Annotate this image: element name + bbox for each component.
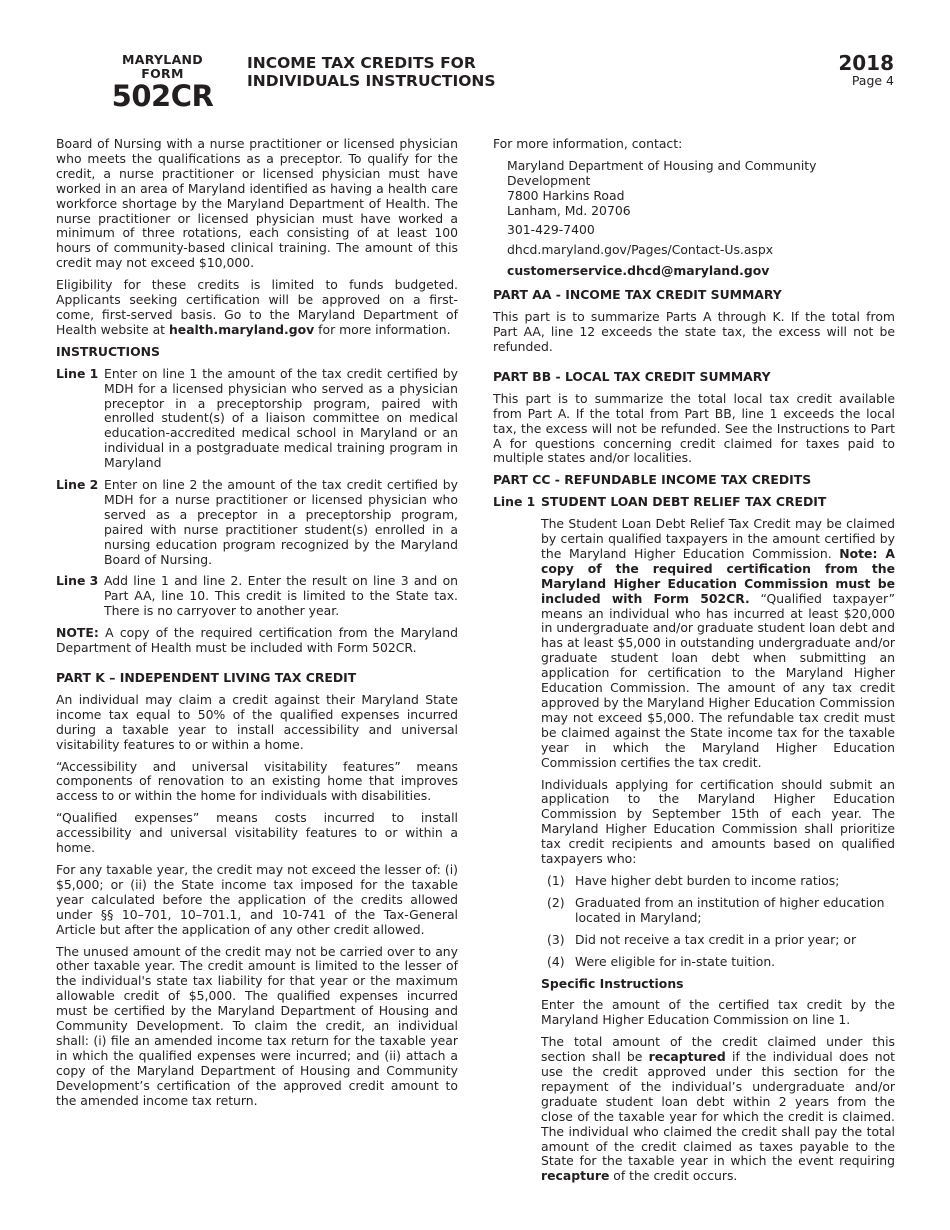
part-k-paragraph: “Accessibility and universal visitability features” means components of renovation to an existing home that improves access to or within the home for individuals with disabilities. (56, 758, 458, 804)
part-k-paragraph: The unused amount of the credit may not be carried over to any other taxable year. The credit amount is limited to the lesser of the individual's state tax liability for that year or the maximum allowable credit of $5,000. The qualified expenses incurred must be certified by the Maryland Department of Housing and Community Development. To claim the credit, an individual shall: (i) file an amended income tax return for the taxable year in which the qualified expenses were incurred; and (ii) attach a copy of the Maryland Department of Housing and Community Development’s certification of the approved credit amount to the amended income tax return. (56, 943, 458, 1108)
left-column (56, 137, 458, 1115)
student-loan-paragraph: The Student Loan Debt Relief Tax Credit may be claimed by certain qualified taxpayers in the amount certified by the Maryland Higher Education Commission. Note: A copy of the required certification from the Maryland Higher Education Commission must be included with Form 502CR. “Qualified taxpayer” means an individual who has incurred at least $20,000 in undergraduate and/or graduate student loan debt and has at least $5,000 in outstanding undergraduate and/or graduate student loan debt when submitting an application for certification to the Maryland Higher Education Commission. The amount of any tax credit approved by the Maryland Higher Education Commission may not exceed $5,000. The refundable tax credit must be claimed against the State income tax for the taxable year in which the Maryland Higher Education Commission certifies the tax credit. (541, 516, 896, 770)
certification-note: Note: A copy of the required certification from the Maryland Higher Education Commission must be included with Form 502CR. (541, 545, 895, 606)
contact-phone: 301-429-7400 (507, 221, 595, 237)
contact-intro: For more information, contact: (493, 136, 683, 151)
recapture-paragraph: The total amount of the credit claimed under this section shall be recaptured if the individual does not use the credit approved under this section for the repayment of the individual’s undergraduate and/or graduate student loan debt within 2 years from the close of the taxable year for which the credit is claimed. The individual who claimed the credit shall pay the total amount of the credit claimed as taxes payable to the State for the taxable year in which the event requiring recapture of the credit occurs. (541, 1034, 896, 1184)
part-k-heading: PART K – INDEPENDENT LIVING TAX CREDIT (56, 670, 357, 685)
line-text: Enter on line 1 the amount of the tax credit certified by MDH for a licensed physician who served as a physician preceptor in a preceptorship program, paired with enrolled student(s) of a liaison committee on medical education-accredited medical school in Maryland or an individual in a postgraduate medical training program in Maryland (104, 365, 458, 471)
contact-organization: Maryland Department of Housing and Community Development 7800 Harkins Road Lanham, Md. 20706 (507, 157, 817, 218)
eligibility-paragraph: Eligibility for these credits is limited to funds budgeted. Applicants seeking certification will be approved on a first-come, first-served basis. Go to the Maryland Department of Health website at health.maryland.gov for more information. (56, 277, 458, 337)
form-identifier (100, 53, 225, 111)
specific-instructions-paragraph: Enter the amount of the certified tax credit by the Maryland Higher Education Commission on line 1. (541, 997, 895, 1028)
line-label: Line 2 (56, 477, 99, 493)
line-text: Enter on line 2 the amount of the tax credit certified by MDH for a nurse practitioner or licensed physician who served as a preceptor in a preceptorship program, paired with nurse practitioner student(s) enrolled in a nursing education program recognized by the Maryland Board of Nursing. (104, 477, 458, 567)
part-k-paragraph: For any taxable year, the credit may not exceed the lesser of: (i) $5,000; or (ii) the State income tax imposed for the taxable year calculated before the application of the credits allowed under §§ 10–701, 10–701.1, and 10-741 of the Tax-General Article but after the application of any other credit allowed. (56, 861, 458, 937)
part-k-paragraph: “Qualified expenses” means costs incurred to install accessibility and universal visitability features to or within a home. (56, 810, 458, 856)
part-bb-text: This part is to summarize the total local tax credit available from Part A. If the total from Part BB, line 1 exceeds the local tax, the excess will not be refunded. See the Instructions to Part A for questions concerning credit claimed for taxes paid to multiple states and/or localities. (493, 390, 895, 466)
criteria-item: (2) Graduated from an institution of higher education located in Maryland; (547, 894, 885, 925)
specific-instructions-heading: Specific Instructions (541, 975, 684, 991)
page-number: Page 4 (851, 73, 894, 88)
instruction-line-2 (56, 478, 458, 567)
note-label: NOTE: (56, 625, 99, 641)
part-aa-heading: PART AA - INCOME TAX CREDIT SUMMARY (493, 287, 782, 303)
criteria-item: (3) Did not receive a tax credit in a prior year; or (547, 931, 857, 947)
part-cc-line-1 (493, 495, 895, 510)
line-label: Line 3 (56, 573, 99, 589)
part-k-paragraph: An individual may claim a credit against their Maryland State income tax equal to 50% of the qualified expenses incurred during a taxable year to install accessibility and universal visitability features to or within a home. (56, 691, 458, 752)
page-title (247, 54, 496, 90)
form-number: 502CR (111, 79, 214, 113)
note-paragraph: NOTE: A copy of the required certification from the Maryland Department of Health must be included with Form 502CR. (56, 625, 458, 656)
part-bb-heading: PART BB - LOCAL TAX CREDIT SUMMARY (493, 368, 771, 384)
right-column (493, 137, 895, 1191)
part-aa-text: This part is to summarize Parts A through K. If the total from Part AA, line 12 exceeds the state tax, the excess will not be refunded. (493, 309, 895, 354)
part-cc-heading: PART CC - REFUNDABLE INCOME TAX CREDITS (493, 472, 812, 488)
state-name: MARYLAND (122, 52, 203, 67)
line-label: Line 1 (56, 365, 99, 381)
instruction-line-3 (56, 574, 458, 619)
line-title: STUDENT LOAN DEBT RELIEF TAX CREDIT (541, 494, 827, 510)
page-title-line2: INDIVIDUALS INSTRUCTIONS (247, 72, 496, 90)
page-title-line1: INCOME TAX CREDITS FOR (247, 54, 476, 72)
contact-block (507, 159, 895, 279)
tax-year: 2018 (838, 51, 894, 75)
form-word: FORM (141, 66, 184, 81)
contact-website: dhcd.maryland.gov/Pages/Contact-Us.aspx (507, 242, 774, 258)
line-label: Line 1 (493, 494, 536, 510)
application-paragraph: Individuals applying for certification should submit an application to the Maryland Higher Education Commission by September 15th of each year. The Maryland Higher Education Commission shall prioritize tax credit recipients and amounts based on qualified taxpayers who: (541, 776, 895, 867)
year-page-block (838, 52, 894, 88)
instructions-heading: INSTRUCTIONS (56, 343, 160, 359)
instruction-line-1 (56, 367, 458, 471)
criteria-item: (1) Have higher debt burden to income ratios; (547, 872, 840, 888)
line-text: Add line 1 and line 2. Enter the result on line 3 and on Part AA, line 10. This credit is limited to the State tax. There is no carryover to another year. (104, 573, 458, 619)
contact-email: customerservice.dhcd@maryland.gov (507, 263, 770, 279)
health-website-link: health.maryland.gov (168, 321, 315, 337)
preceptor-continuation: Board of Nursing with a nurse practitioner or licensed physician who meets the qualifications as a preceptor. To qualify for the credit, a nurse practitioner or licensed physician must have worked in an area of Maryland identified as having a health care workforce shortage by the Maryland Department of Health. The nurse practitioner or licensed physician must have worked a minimum of three rotations, each consisting of at least 100 hours of community-based clinical training. The amount of this credit may not exceed $10,000. (56, 136, 458, 271)
student-loan-section (541, 517, 895, 1184)
criteria-item: (4) Were eligible for in-state tuition. (547, 953, 776, 969)
